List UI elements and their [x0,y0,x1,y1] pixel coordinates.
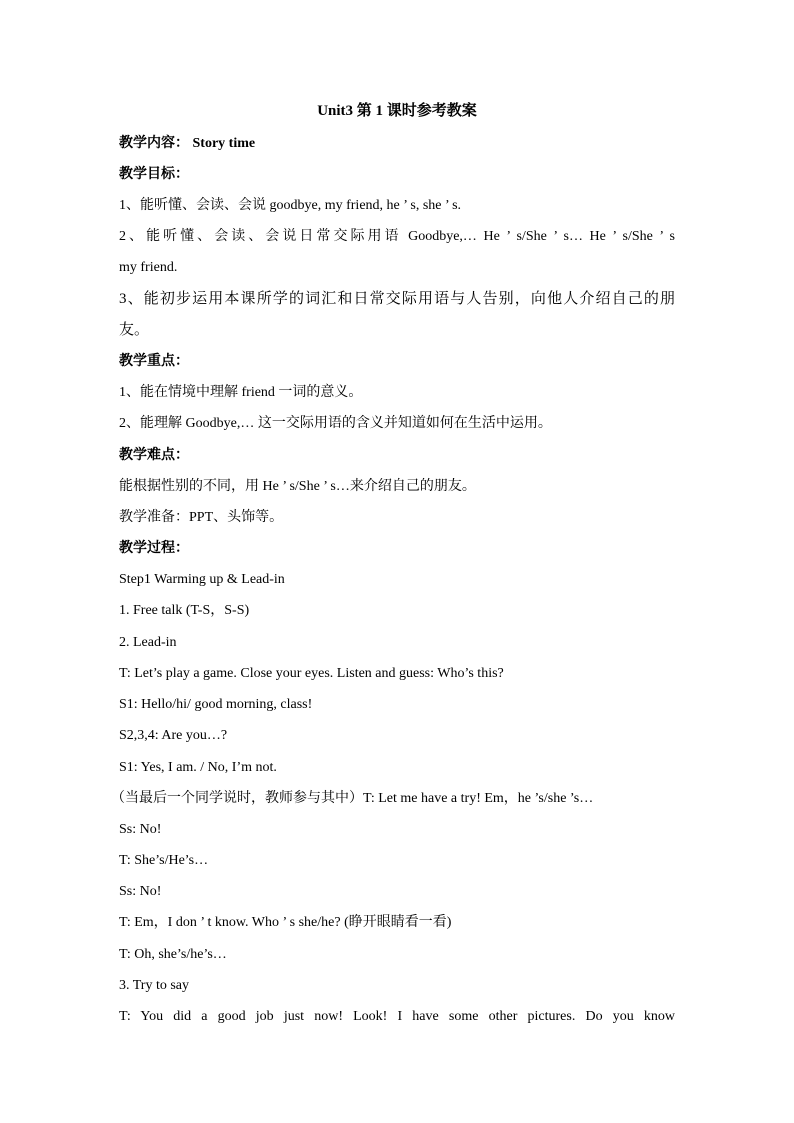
document-title: Unit3 第 1 课时参考教案 [317,103,477,119]
dialogue-line: S1: Hello/hi/ good morning, class! [119,697,313,712]
try-to-say: 3. Try to say [119,978,190,993]
objective-1: 1、能听懂、会读、会说 goodbye, my friend, he ’ s, she ’ s. [119,198,462,213]
dialogue-line: T: You did a good job just now! Look! I have some other pictures. Do you know [119,1009,675,1024]
key-point-1: 1、能在情境中理解 friend 一词的意义。 [119,385,363,400]
preparation: 教学准备：PPT、头饰等。 [119,510,284,525]
objective-3: 3、能初步运用本课所学的词汇和日常交际用语与人告别，向他人介绍自己的朋 [119,291,675,307]
section-heading-difficulties: 教学难点： [119,448,189,463]
key-point-2: 2、能理解 Goodbye,… 这一交际用语的含义并知道如何在生活中运用。 [119,416,552,431]
section-heading-process: 教学过程： [119,541,189,556]
section-heading-objectives: 教学目标： [119,167,189,182]
step1-heading: Step1 Warming up & Lead-in [119,572,285,587]
dialogue-line: （当最后一个同学说时，教师参与其中）T: Let me have a try! Em，he ’s/she ’s… [111,791,594,806]
dialogue-line: T: Oh, she’s/he’s… [119,947,227,962]
dialogue-line: Ss: No! [119,884,162,899]
dialogue-line: Ss: No! [119,822,162,837]
dialogue-line: S2,3,4: Are you…? [119,728,228,743]
objective-2: 2、能听懂、会读、会说日常交际用语 Goodbye,… He ’ s/She ’ s… He ’ s/She ’ s [119,229,675,244]
section-heading-content: 教学内容： Story time [119,136,256,151]
objective-3-continued: 友。 [119,322,150,338]
difficulty-1: 能根据性别的不同，用 He ’ s/She ’ s…来介绍自己的朋友。 [119,479,476,494]
dialogue-line: T: Let’s play a game. Close your eyes. Listen and guess: Who’s this? [119,666,504,681]
free-talk: 1. Free talk (T-S，S-S) [119,603,250,618]
lead-in: 2. Lead-in [119,635,177,650]
dialogue-line: T: She’s/He’s… [119,853,209,868]
dialogue-line: T: Em，I don ’ t know. Who ’ s she/he? (睁开眼睛看一看) [119,915,452,930]
dialogue-line: S1: Yes, I am. / No, I’m not. [119,760,277,775]
objective-2-continued: my friend. [119,260,178,275]
section-heading-key-points: 教学重点： [119,354,189,369]
